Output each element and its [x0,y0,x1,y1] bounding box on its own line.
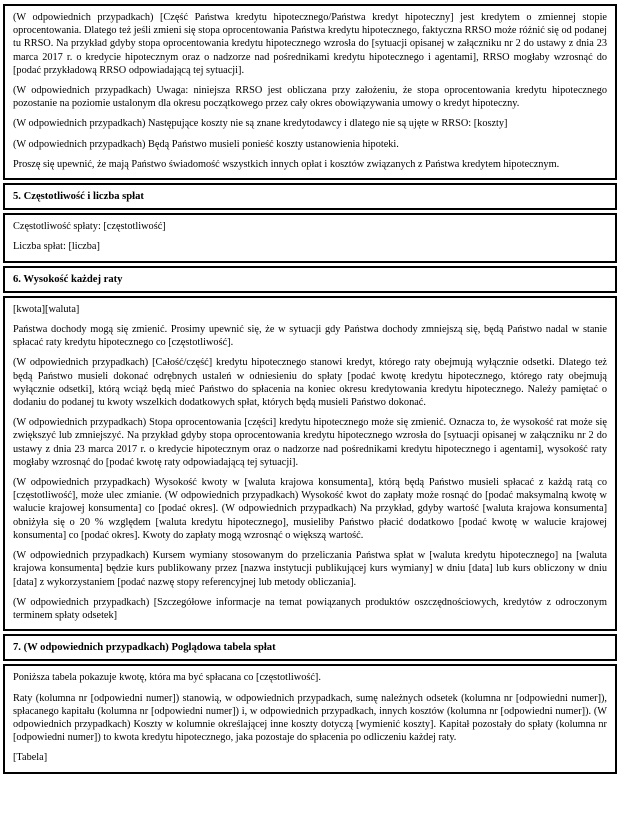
section-6-content-box [3,296,617,631]
section-7-content-box [3,664,617,773]
section-5-title: 5. Częstotliwość i liczba spłat [13,191,144,203]
table-intro-paragraph: Poniższa tabela pokazuje kwotę, która ma być spłacana co [częstotliwość]. [13,672,321,684]
amount-currency-paragraph: [kwota][waluta] [13,303,80,315]
section-5-content-box [3,213,617,262]
rrso-assumption-paragraph: (W odpowiednich przypadkach) Uwaga: niniejsza RRSO jest obliczana przy założeniu, że stopa oprocentowania kredytu hipotecznego pozostanie na poziomie ustalonym dla okresu początkowego przez cały okres obowiązywania umowy o kredyt hipoteczny. [13,85,607,110]
table-placeholder-paragraph: [Tabela] [13,752,48,764]
payment-frequency-paragraph: Częstotliwość spłaty: [częstotliwość] [13,221,166,233]
rrso-variable-rate-paragraph: (W odpowiednich przypadkach) [Część Państwa kredytu hipotecznego/Państwa kredyt hipoteczny] jest kredytem o zmiennej stopie oprocentowania. Dlatego też jeśli zmieni się stopa oprocentowania Państwa kredytu hipotecznego, faktyczna RRSO może różnić się od podanej tu RRSO. Na przykład gdyby stopa oprocentowania kredytu hipotecznego wzrosła do [sytuacji opisanej w załączniku nr 2 do ustawy z dnia 23 marca 2017 r. o kredycie hipotecznym oraz o nadzorze nad pośrednikami kredytu hipotecznego i agentami], RRSO mogłaby wzrosnąć do [podać przykładową RRSO odpowiadającą tej sytuacji]. [13,12,607,76]
awareness-paragraph: Proszę się upewnić, że mają Państwo świadomość wszystkich innych opłat i kosztów związanych z Państwa kredytem hipotecznym. [13,158,560,170]
unknown-costs-paragraph: (W odpowiednich przypadkach) Następujące koszty nie są znane kredytodawcy i dlatego nie są ujęte w RRSO: [koszty] [13,118,508,130]
income-change-paragraph: Państwa dochody mogą się zmienić. Prosimy upewnić się, że w sytuacji gdy Państwa dochody zmniejszą się, będą Państwo nadal w stanie spłacać raty kredytu hipotecznego co [częstotliwość]. [13,324,607,349]
exchange-rate-paragraph: (W odpowiednich przypadkach) Kursem wymiany stosowanym do przeliczania Państwa spłat w [waluta kredytu hipotecznego] na [waluta krajowa konsumenta] będzie kurs publikowany przez [nazwa instytucji publikującej kurs wymiany] w dniu [data] lub kurs obliczony w dniu [data] z wykorzystaniem [podać nazwę stopy referencyjnej lub metody obliczania]. [13,550,607,588]
interest-only-paragraph: (W odpowiednich przypadkach) [Całość/część] kredytu hipotecznego stanowi kredyt, którego raty obejmują wyłącznie odsetki. Dlatego też będą Państwo musieli dokonać odrębnych ustaleń w odniesieniu do spłaty [podać kwotę kredytu hipotecznego, którego raty obejmują wyłącznie odsetki], którą wciąż będą mieć Państwo do spłacenia na koniec okresu kredytowania kredytu hipotecznego. Należy pamiętać o dodaniu do podanej tu kwoty wszelkich dodatkowych spłat, których będą musieli Państwo dokonać. [13,357,607,409]
table-columns-paragraph: Raty (kolumna nr [odpowiedni numer]) stanowią, w odpowiednich przypadkach, sumę należnych odsetek (kolumna nr [odpowiedni numer]), spłacanego kapitału (kolumna nr [odpowiedni numer]) i, w odpowiednich przypadkach, innych kosztów (kolumna nr [odpowiedni numer]). (W odpowiednich przypadkach) Koszty w kolumnie określającej inne koszty dotyczą [wymienić koszty]. Kapitał pozostały do spłaty (kolumna nr [odpowiedni numer]) to kwota kredytu hipotecznego, jaka pozostaje do spłacenia po odliczeniu każdej raty. [13,692,607,744]
section-7-header [3,634,617,661]
linked-products-paragraph: (W odpowiednich przypadkach) [Szczegółowe informacje na temat powiązanych produktów oszczędnościowych, kredytów z odroczonym terminem spłaty odsetek] [13,596,607,621]
section-6-title: 6. Wysokość każdej raty [13,273,123,285]
section-7-title: 7. (W odpowiednich przypadkach) Poglądowa tabela spłat [13,642,276,654]
rrso-notes-box [3,4,617,180]
payment-count-paragraph: Liczba spłat: [liczba] [13,241,100,253]
section-5-header [3,183,617,210]
currency-amount-change-paragraph: (W odpowiednich przypadkach) Wysokość kwoty w [waluta krajowa konsumenta], którą będą Państwo musieli spłacać z każdą ratą co [częstotliwość], może ulec zmianie. (W odpowiednich przypadkach) Wysokość kwot do zapłaty może rosnąć do [podać maksymalną kwotę w walucie krajowej konsumenta] co [podać okres]. (W odpowiednich przypadkach) Na przykład, gdyby wartość [waluta krajowa konsumenta] obniżyła się o 20 % względem [waluta kredytu hipotecznego], musieliby Państwo płacić dodatkowo [podać kwotę w walucie krajowej konsumenta] co [podać okres]. Kwoty do zapłaty mogą wzrosnąć o większą wartość. [13,477,607,541]
rate-change-paragraph: (W odpowiednich przypadkach) Stopa oprocentowania [części] kredytu hipotecznego może się zmienić. Oznacza to, że wysokość rat może się zwiększyć lub zmniejszyć. Na przykład gdyby stopa oprocentowania kredytu hipotecznego wzrosła do [sytuacji opisanej w załączniku nr 2 do ustawy z dnia 23 marca 2017 r. o kredycie hipotecznym oraz o nadzorze nad pośrednikami kredytu hipotecznego i agentami], wysokość raty mogłaby wzrosnąć do [podać kwotę raty odpowiadającą tej sytuacji]. [13,417,607,468]
section-6-header [3,266,617,293]
mortgage-setup-costs-paragraph: (W odpowiednich przypadkach) Będą Państwo musieli ponieść koszty ustanowienia hipoteki. [13,138,399,150]
